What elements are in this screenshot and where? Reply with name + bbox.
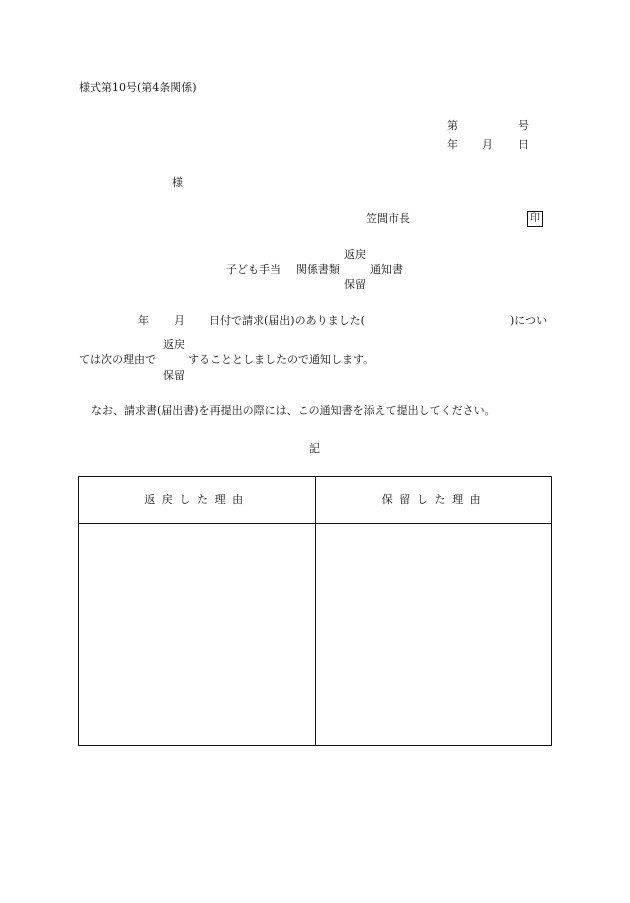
return-reason-header: 返戻した理由 bbox=[144, 493, 250, 506]
body-month: 月 bbox=[174, 314, 185, 327]
date-day: 日 bbox=[518, 138, 529, 151]
title-horyu: 保留 bbox=[344, 278, 366, 291]
body-line2-end: することとしましたので通知します。 bbox=[188, 353, 375, 366]
title-henrei: 返戻 bbox=[344, 248, 366, 261]
date-month: 月 bbox=[482, 138, 493, 151]
body-henrei: 返戻 bbox=[163, 338, 185, 351]
form-number: 様式第10号(第4条関係) bbox=[79, 81, 197, 94]
addressee-sama: 様 bbox=[172, 176, 183, 189]
ki-heading: 記 bbox=[309, 442, 320, 455]
hold-reason-header: 保留した理由 bbox=[381, 493, 488, 506]
date-year: 年 bbox=[447, 138, 458, 151]
resubmit-note: なお、請求書(届出書)を再提出の際には、この通知書を添えて提出してください。 bbox=[91, 404, 496, 417]
return-reason-cell bbox=[79, 524, 315, 745]
hold-reason-cell bbox=[316, 524, 551, 745]
doc-number-dai: 第 bbox=[447, 119, 458, 132]
title-suffix: 通知書 bbox=[370, 263, 403, 276]
body-line1-text: 日付で請求(届出)のありました( bbox=[209, 314, 365, 327]
seal-mark: 印 bbox=[527, 211, 543, 227]
body-year: 年 bbox=[138, 314, 149, 327]
body-horyu: 保留 bbox=[163, 369, 185, 382]
issuer-name: 笠間市長 bbox=[366, 212, 410, 225]
doc-number-go: 号 bbox=[518, 119, 529, 132]
body-line2-start: ては次の理由で bbox=[79, 353, 156, 366]
body-line1-close: )につい bbox=[510, 314, 548, 327]
reasons-table bbox=[78, 476, 552, 746]
title-docs: 関係書類 bbox=[296, 263, 340, 276]
title-prefix: 子ども手当 bbox=[226, 263, 281, 276]
